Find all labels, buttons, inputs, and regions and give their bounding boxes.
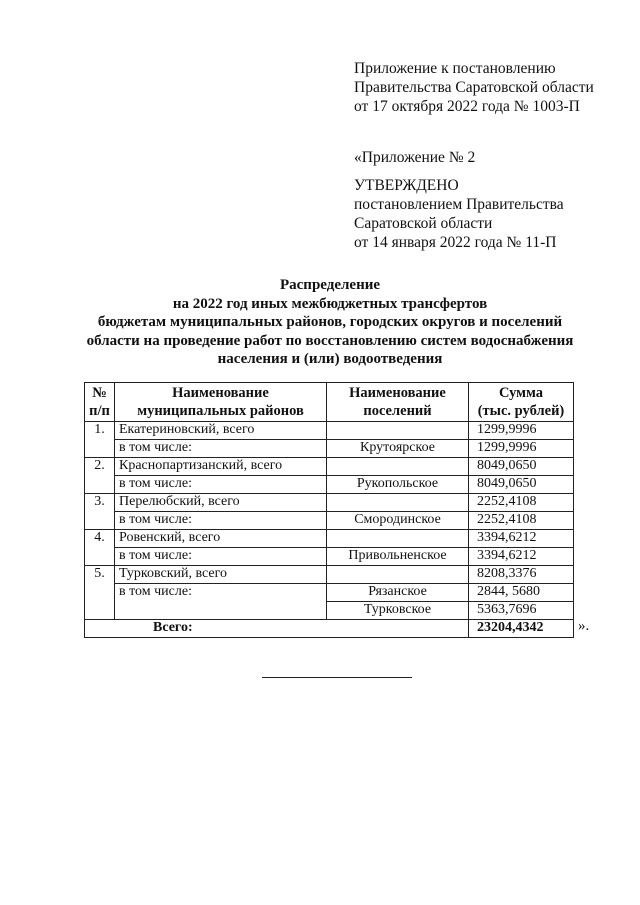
settlement-amount: 5363,7696 — [469, 602, 574, 620]
header-num-line-2: п/п — [89, 403, 110, 419]
including-label: в том числе: — [115, 476, 327, 494]
settlement-amount: 8049,0650 — [469, 476, 574, 494]
settlement-name: Турковское — [327, 602, 469, 620]
table-row — [85, 584, 574, 602]
spacer — [354, 167, 564, 176]
district-total: 1299,9996 — [469, 422, 574, 440]
title-line-1: Распределение — [279, 277, 381, 293]
approval-line-3: от 14 января 2022 года № 11-П — [354, 234, 557, 251]
settlement-name: Привольненское — [327, 548, 469, 566]
including-label: в том числе: — [115, 584, 327, 620]
district-name: Перелюбский, всего — [115, 494, 327, 512]
approval-block — [354, 148, 564, 252]
settlement-amount: 2844, 5680 — [469, 584, 574, 602]
total-value: 23204,4342 — [469, 620, 574, 638]
total-label: Всего: — [85, 620, 469, 638]
header-line-1: Приложение к постановлению — [354, 60, 556, 77]
title-line-4: области на проведение работ по восстановлению систем водоснабжения — [86, 332, 574, 349]
district-total: 8049,0650 — [469, 458, 574, 476]
table-row — [85, 548, 574, 566]
district-name: Краснопартизанский, всего — [115, 458, 327, 476]
closing-quote-mark: ». — [578, 618, 590, 634]
district-total: 8208,3376 — [469, 566, 574, 584]
header-line-3: от 17 октября 2022 года № 1003-П — [354, 98, 580, 115]
row-num: 4. — [85, 530, 115, 566]
document-header — [354, 59, 594, 116]
header-sum-line-2: (тыс. рублей) — [477, 403, 565, 419]
table-row — [85, 494, 574, 512]
header-district-line-1: Наименование — [172, 385, 269, 401]
including-label: в том числе: — [115, 512, 327, 530]
table-row — [85, 566, 574, 584]
including-label: в том числе: — [115, 548, 327, 566]
settlement-empty — [327, 422, 469, 440]
row-num: 2. — [85, 458, 115, 494]
header-settlement-line-1: Наименование — [349, 385, 446, 401]
settlement-amount: 1299,9996 — [469, 440, 574, 458]
table-header-row — [85, 383, 574, 422]
header-district-line-2: муниципальных районов — [137, 403, 304, 419]
header-sum-line-1: Сумма — [498, 385, 544, 401]
row-num: 1. — [85, 422, 115, 458]
district-total: 3394,6212 — [469, 530, 574, 548]
settlement-empty — [327, 530, 469, 548]
settlement-empty — [327, 566, 469, 584]
table-row — [85, 476, 574, 494]
settlement-amount: 2252,4108 — [469, 512, 574, 530]
distribution-table — [84, 382, 574, 638]
district-name: Екатериновский, всего — [115, 422, 327, 440]
header-line-2: Правительства Саратовской области — [354, 79, 594, 96]
header-settlement — [327, 383, 469, 422]
table-row — [85, 530, 574, 548]
district-total: 2252,4108 — [469, 494, 574, 512]
title-line-3: бюджетам муниципальных районов, городских округов и поселений — [97, 314, 563, 330]
settlement-empty — [327, 494, 469, 512]
header-sum — [469, 383, 574, 422]
appendix-label: «Приложение № 2 — [354, 149, 476, 166]
table-row — [85, 512, 574, 530]
table-row — [85, 458, 574, 476]
settlement-name: Крутоярское — [327, 440, 469, 458]
settlement-name: Рязанское — [327, 584, 469, 602]
table-row — [85, 440, 574, 458]
title-line-2: на 2022 год иных межбюджетных трансфертов — [172, 295, 488, 312]
row-num: 3. — [85, 494, 115, 530]
header-settlement-line-2: поселений — [363, 403, 432, 419]
divider-line — [262, 677, 412, 678]
district-name: Ровенский, всего — [115, 530, 327, 548]
approval-line-1: постановлением Правительства — [354, 196, 564, 213]
including-label: в том числе: — [115, 440, 327, 458]
approval-line-2: Саратовской области — [354, 215, 493, 232]
settlement-amount: 3394,6212 — [469, 548, 574, 566]
title-line-5: населения и (или) водоотведения — [217, 351, 443, 367]
settlement-empty — [327, 458, 469, 476]
total-row — [85, 620, 574, 638]
row-num: 5. — [85, 566, 115, 620]
approved-stamp-text: УТВЕРЖДЕНО — [354, 177, 459, 194]
document-title — [60, 276, 600, 369]
settlement-name: Смородинское — [327, 512, 469, 530]
table-row — [85, 422, 574, 440]
header-district — [115, 383, 327, 422]
header-num-line-1: № — [92, 385, 107, 401]
header-num — [85, 383, 115, 422]
settlement-name: Рукопольское — [327, 476, 469, 494]
district-name: Турковский, всего — [115, 566, 327, 584]
